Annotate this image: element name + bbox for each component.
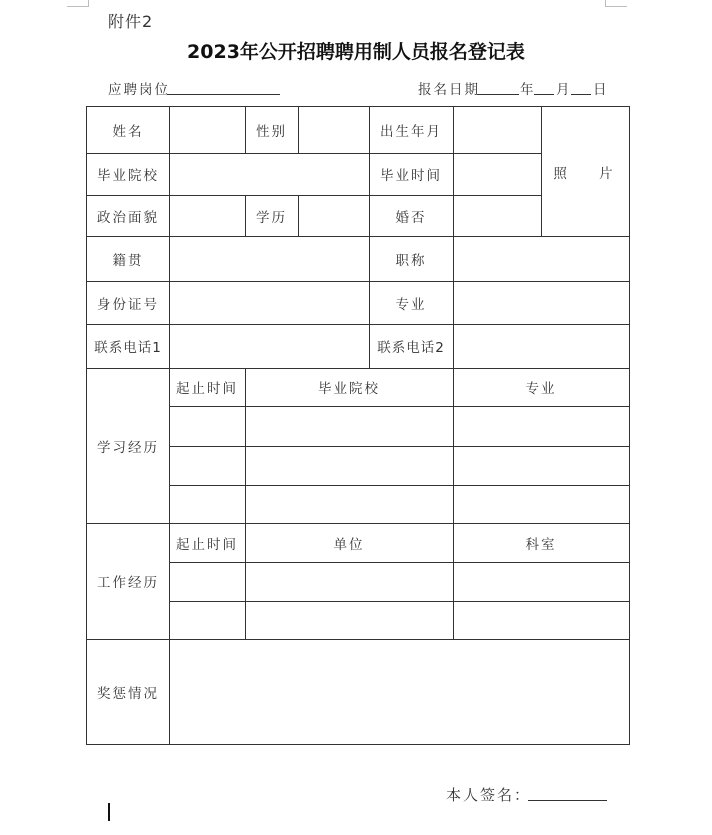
signature-label: 本人签名： xyxy=(446,786,532,804)
politics-field[interactable] xyxy=(169,195,245,236)
month-label: 月 xyxy=(556,82,572,98)
birth-label: 出生年月 xyxy=(380,124,442,140)
native-place-label: 籍贯 xyxy=(112,252,144,269)
work-unit-header: 单位 xyxy=(333,536,365,553)
native-place-field[interactable] xyxy=(169,236,369,281)
phone1-field[interactable] xyxy=(169,324,369,368)
major-field[interactable] xyxy=(453,281,629,324)
page-corner-mark xyxy=(67,6,89,7)
marital-label: 婚否 xyxy=(395,209,427,226)
rewards-label: 奖惩情况 xyxy=(97,685,159,702)
grad-time-field[interactable] xyxy=(453,153,541,195)
study-period-header: 起止时间 xyxy=(176,381,238,397)
grad-time-label: 毕业时间 xyxy=(380,168,442,184)
education-label: 学历 xyxy=(256,209,287,226)
id-number-field[interactable] xyxy=(169,281,369,324)
year-label: 年 xyxy=(520,82,536,98)
major-label: 专业 xyxy=(395,296,427,313)
marital-field[interactable] xyxy=(453,195,541,236)
gender-label: 性别 xyxy=(256,124,287,140)
school-label: 毕业院校 xyxy=(97,168,159,184)
month-field[interactable] xyxy=(534,94,554,95)
text-cursor xyxy=(108,803,110,821)
date-label: 报名日期 xyxy=(418,82,480,98)
politics-label: 政治面貌 xyxy=(97,209,159,226)
day-label: 日 xyxy=(593,82,609,98)
study-major-header: 专业 xyxy=(525,381,557,397)
page-corner-mark xyxy=(605,6,627,7)
year-field[interactable] xyxy=(477,94,519,95)
title-rank-field[interactable] xyxy=(453,236,629,281)
rewards-field[interactable] xyxy=(169,639,629,744)
school-field[interactable] xyxy=(169,153,369,195)
phone2-label: 联系电话2 xyxy=(377,340,445,356)
title-rank-label: 职称 xyxy=(395,252,427,269)
gender-field[interactable] xyxy=(298,107,369,153)
attachment-label: 附件2 xyxy=(108,12,154,31)
id-number-label: 身份证号 xyxy=(97,296,159,313)
name-label: 姓名 xyxy=(112,124,144,140)
position-field[interactable] xyxy=(167,94,280,95)
signature-field[interactable] xyxy=(528,800,607,801)
work-history-label: 工作经历 xyxy=(97,575,159,591)
education-field[interactable] xyxy=(298,195,369,236)
study-school-header: 毕业院校 xyxy=(318,381,380,397)
page-title: 2023年公开招聘聘用制人员报名登记表 xyxy=(187,41,525,63)
phone1-label: 联系电话1 xyxy=(94,340,162,356)
work-dept-header: 科室 xyxy=(525,536,557,553)
study-history-label: 学习经历 xyxy=(97,439,159,456)
day-field[interactable] xyxy=(571,94,591,95)
name-field[interactable] xyxy=(169,107,245,153)
photo-box[interactable]: 照 片 xyxy=(553,165,627,182)
position-label: 应聘岗位 xyxy=(108,82,170,98)
work-period-header: 起止时间 xyxy=(176,536,238,553)
birth-field[interactable] xyxy=(453,107,541,153)
phone2-field[interactable] xyxy=(453,324,629,368)
registration-form xyxy=(86,106,630,745)
